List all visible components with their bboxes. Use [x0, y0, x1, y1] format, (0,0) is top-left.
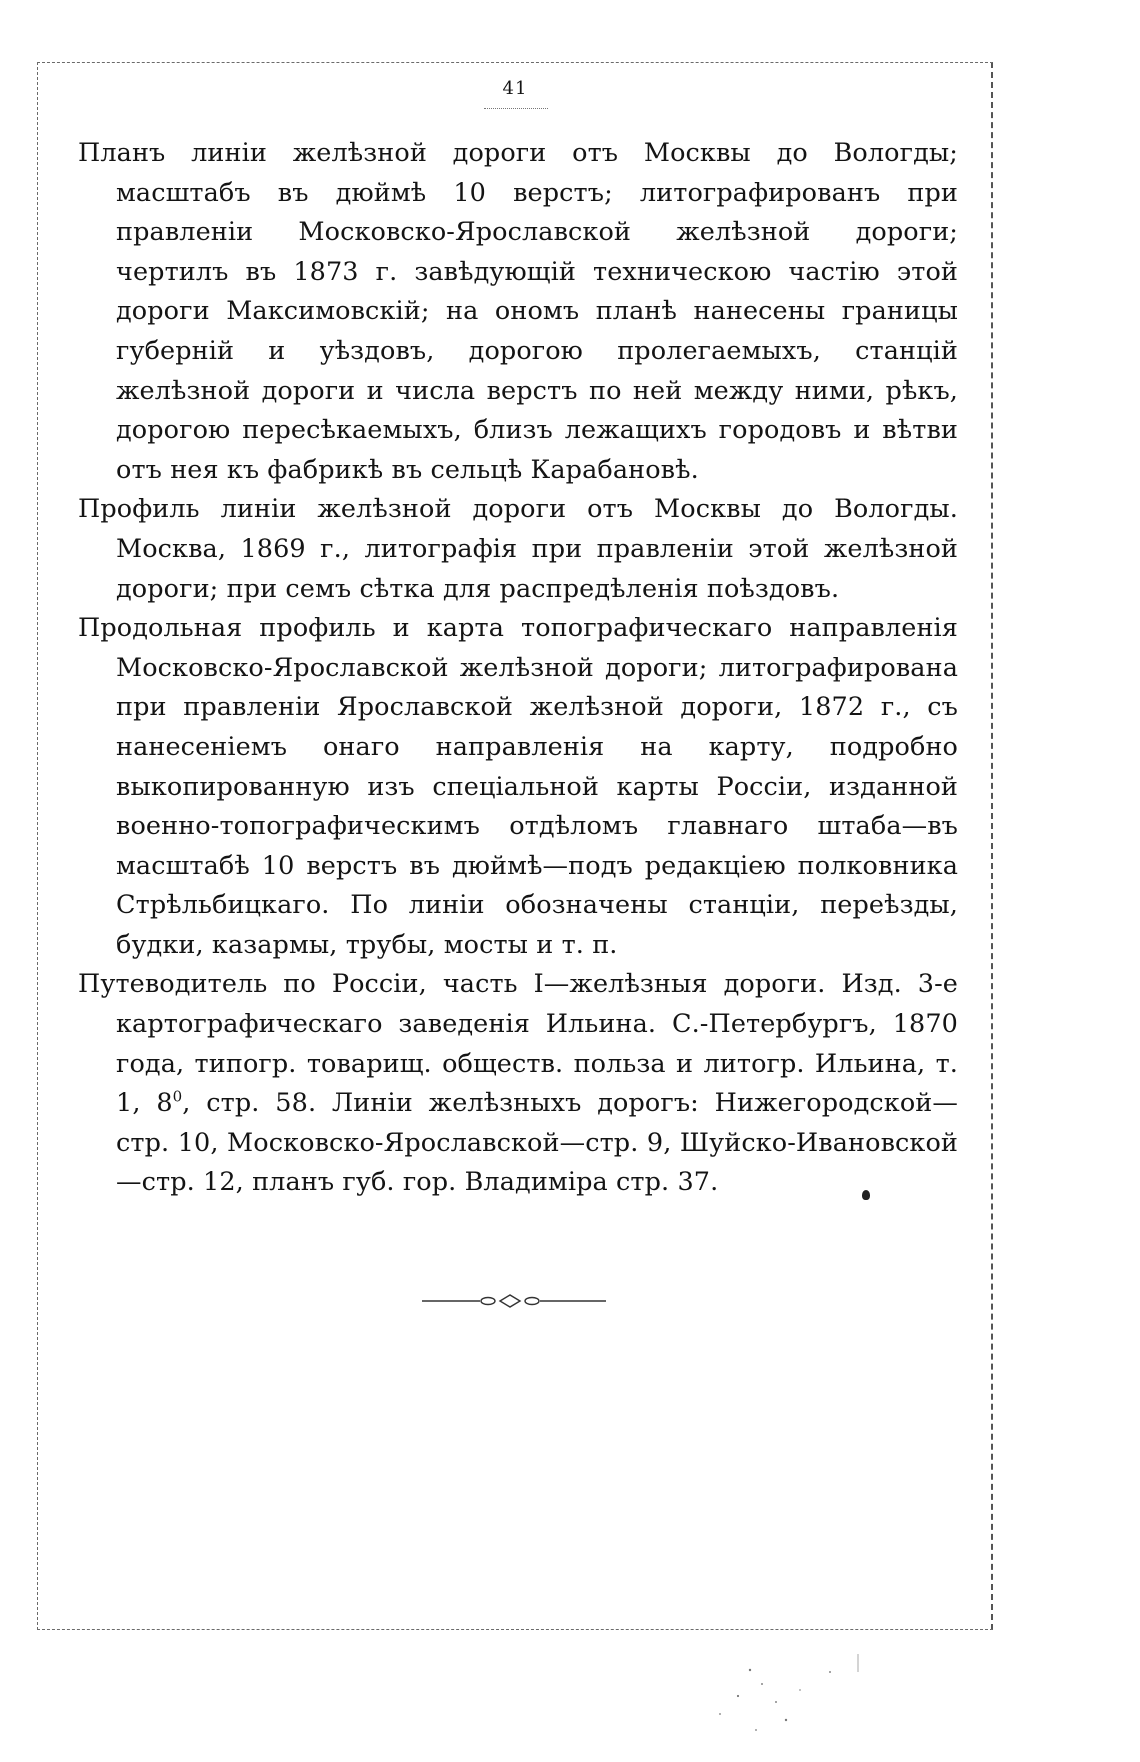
page-number-rule: [484, 108, 548, 109]
bibliography-entry-longitudinal-profile: Продольная профиль и карта топографическаго направленія Московско-Ярославской желѣзной дороги; литографирована при правленіи Ярославской желѣзной дороги, 1872 г., съ нанесеніемъ онаго направленія на карту, подробно выкопированную изъ спеціальной карты Россіи, изданной военно-топографическимъ отдѣломъ главнаго штаба—въ масштабѣ 10 верстъ въ дюймѣ—подъ редакціею полковника Стрѣльбицкаго. По линіи обозначены станціи, переѣзды, будки, казармы, трубы, мосты и т. п.: [78, 613, 958, 960]
bibliography-entry-profile: Профиль линіи желѣзной дороги отъ Москвы до Вологды. Москва, 1869 г., литографія при правленіи этой желѣзной дороги; при семъ сѣтка для распредѣленія поѣздовъ.: [78, 494, 958, 604]
page-number: 41: [502, 78, 528, 99]
bibliography-entry-guidebook: [78, 965, 958, 1203]
bibliography-entry-plan: Планъ линіи желѣзной дороги отъ Москвы до Вологды; масштабъ въ дюймѣ 10 верстъ; литографированъ при правленіи Московско-Ярославской желѣзной дороги; чертилъ въ 1873 г. завѣдующій техническою частію этой дороги Максимовскій; на ономъ планѣ нанесены границы губерній и уѣздовъ, дорогою пролегаемыхъ, станцій желѣзной дороги и числа верстъ по ней между ними, рѣкъ, дорогою пересѣкаемыхъ, близъ лежащихъ городовъ и вѣтви отъ нея къ фабрикѣ въ сельцѣ Карабановѣ.: [78, 138, 958, 485]
page-content: [78, 134, 958, 1203]
entry-text-before-superscript: Путеводитель по Россіи, часть I—желѣзныя дороги. Изд. 3-е картографическаго заведенія Ильина. С.-Петербургъ, 1870 года, типогр. товарищ. обществ. польза и литогр. Ильина, т. 1, 8: [78, 969, 958, 1119]
entry-superscript: 0: [172, 1087, 183, 1106]
end-ornament-icon: [420, 1290, 610, 1312]
paper-specks: [690, 1650, 880, 1750]
entry-text-after-superscript: , стр. 58. Линіи желѣзныхъ дорогъ: Нижегородской—стр. 10, Московско-Ярославской—стр. 9, Шуйско-Ивановской—стр. 12, планъ губ. гор. Владиміра стр. 37.: [116, 1088, 958, 1198]
ink-blot-icon: [862, 1190, 870, 1200]
